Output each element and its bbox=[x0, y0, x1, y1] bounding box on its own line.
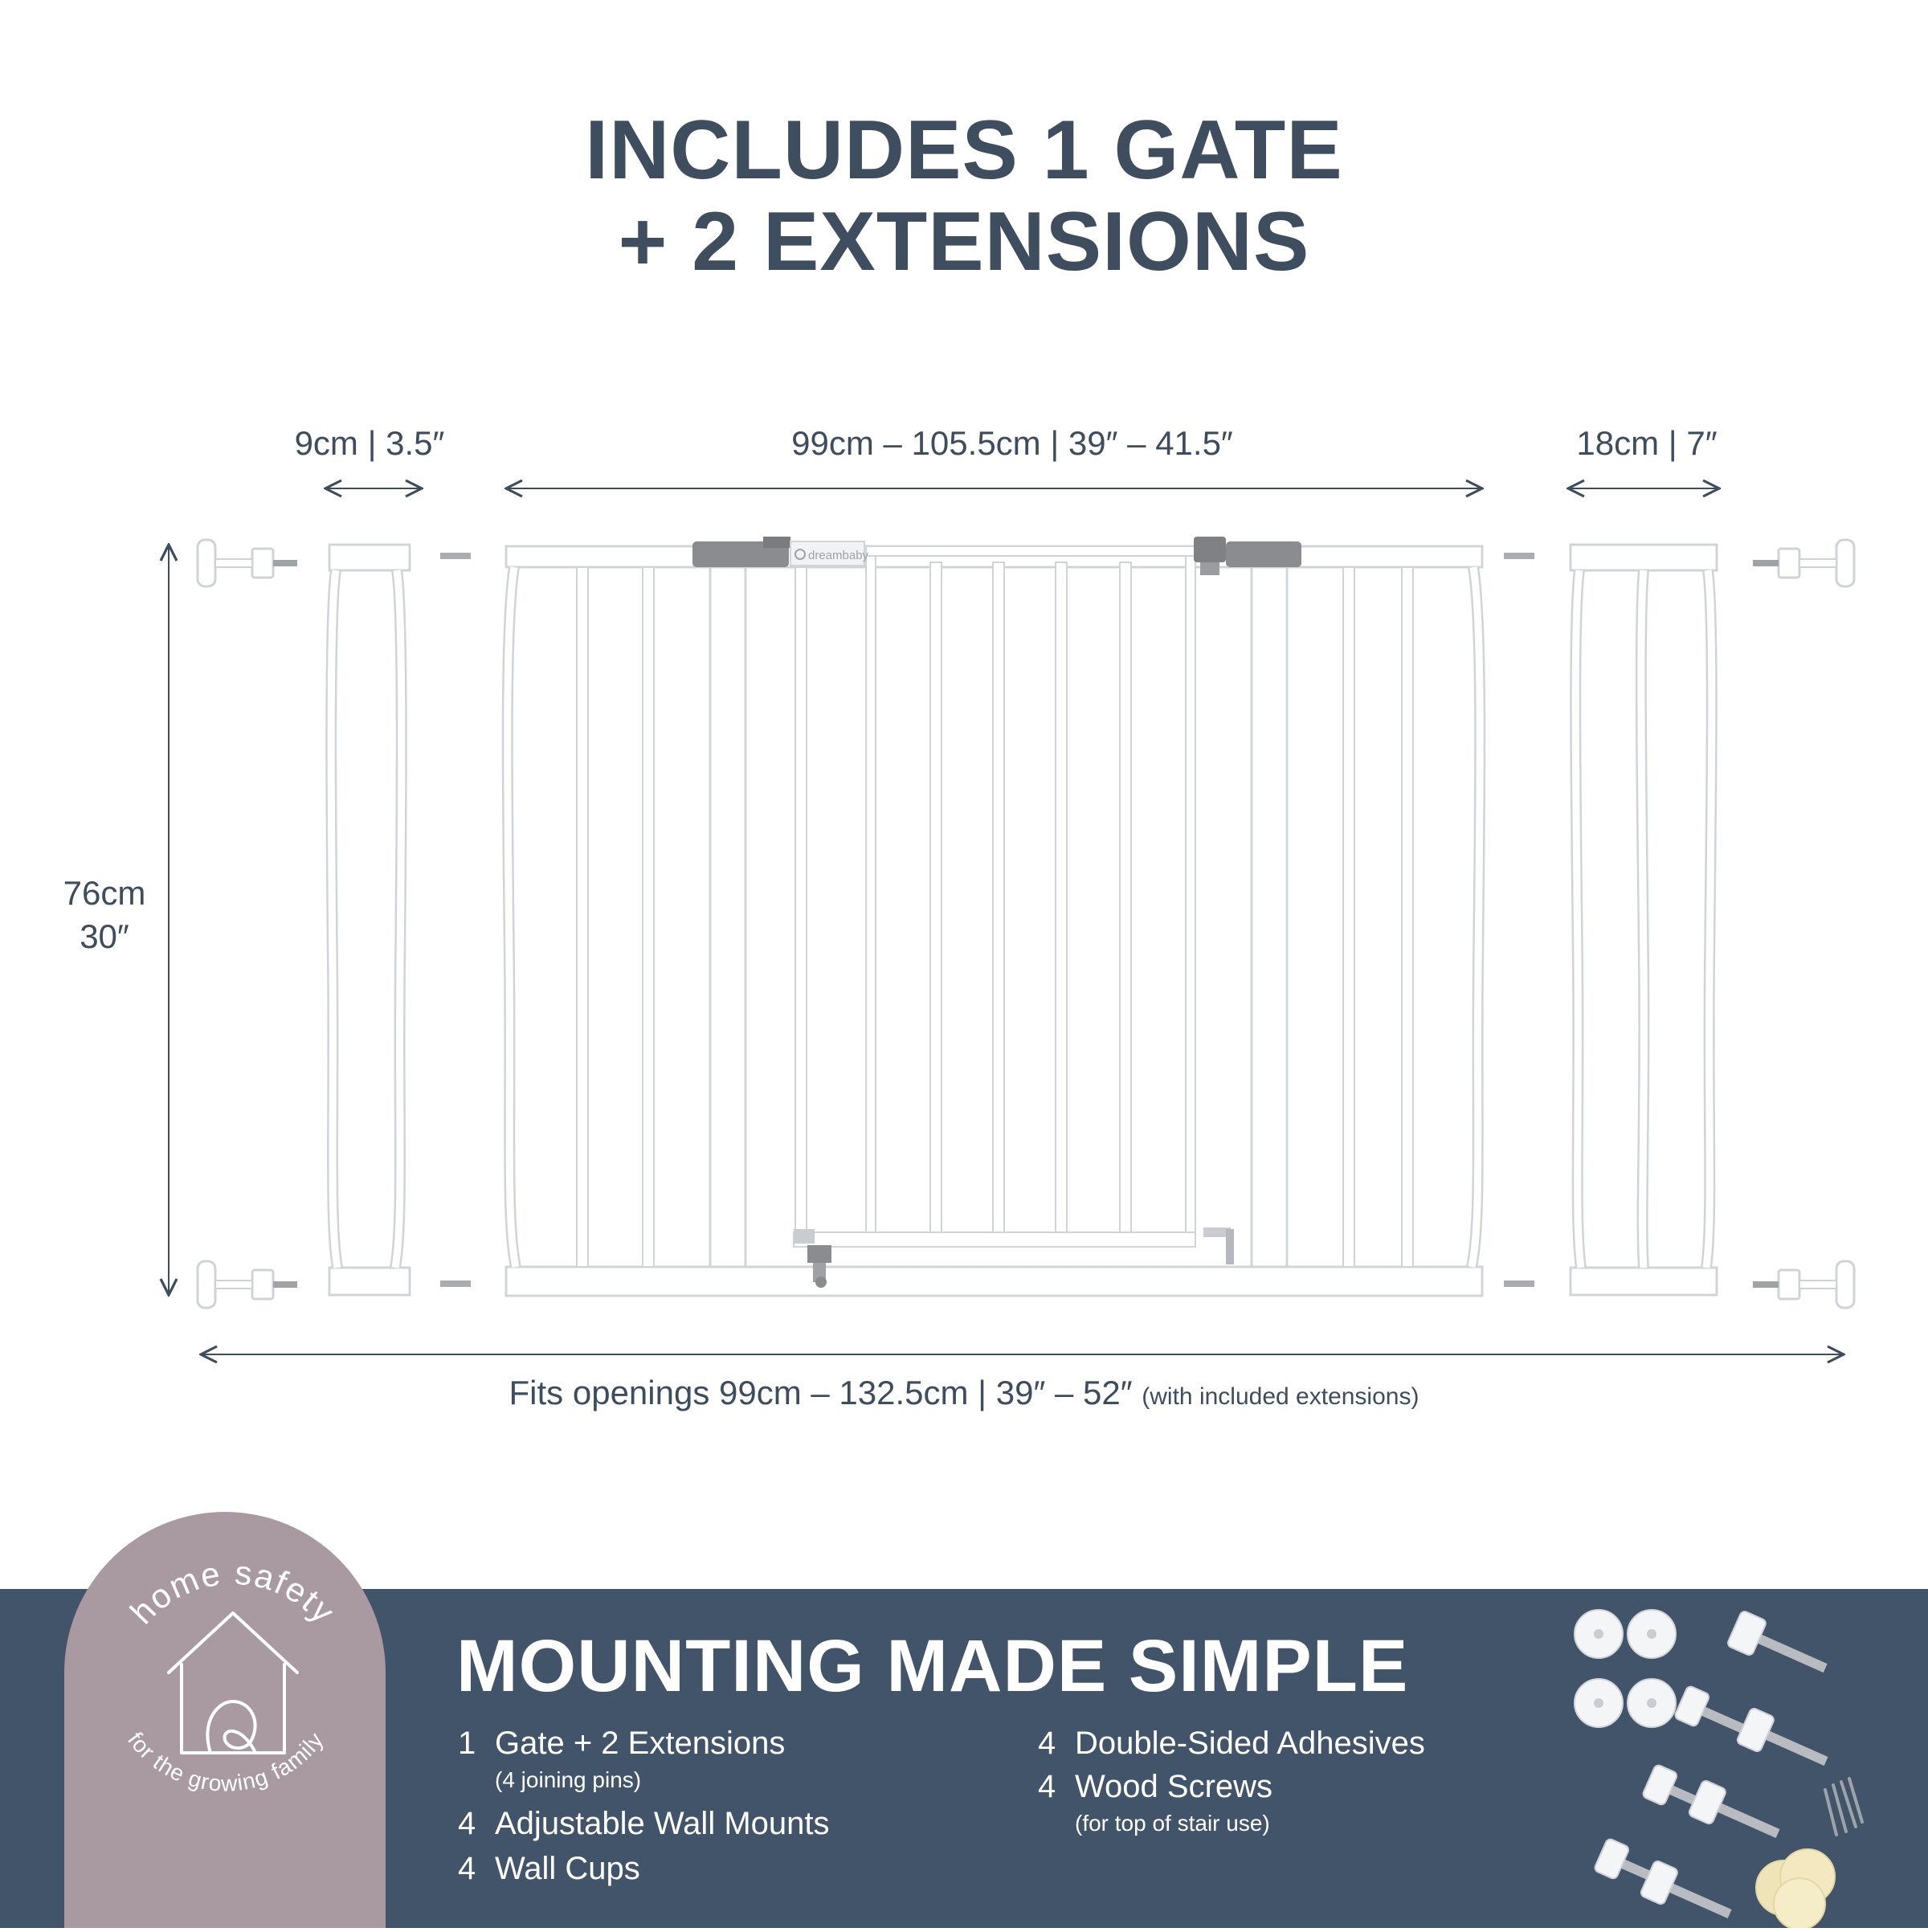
wall-cups-icon bbox=[1575, 1610, 1676, 1727]
item-qty: 4 bbox=[458, 1851, 476, 1886]
house-icon bbox=[169, 1613, 297, 1753]
double-sided-adhesives-icon bbox=[1756, 1849, 1835, 1928]
home-safety-badge bbox=[64, 1512, 386, 1928]
wall-mount-left-bottom bbox=[198, 1261, 297, 1308]
extension-9cm bbox=[329, 545, 410, 1295]
item-name: Gate + 2 Extensions bbox=[495, 1726, 786, 1761]
right-extension-width-label: 18cm | 7″ bbox=[1576, 424, 1718, 462]
mounting-title: MOUNTING MADE SIMPLE bbox=[456, 1625, 1409, 1707]
badge-graphic bbox=[64, 1512, 386, 1928]
item-qty: 1 bbox=[458, 1726, 476, 1761]
height-cm-label: 76cm bbox=[63, 874, 146, 912]
gate-width-label: 99cm – 105.5cm | 39″ – 41.5″ bbox=[791, 424, 1233, 462]
gate-brand-label: dreambaby bbox=[808, 549, 869, 562]
fits-openings-text: Fits openings 99cm – 132.5cm | 39″ – 52″ bbox=[509, 1374, 1133, 1411]
included-items-left bbox=[458, 1726, 1020, 1918]
item-qty: 4 bbox=[458, 1806, 476, 1841]
left-extension-width-label: 9cm | 3.5″ bbox=[294, 424, 445, 462]
extension-18cm bbox=[1571, 545, 1717, 1295]
joining-pins bbox=[440, 553, 1534, 1287]
item-sub: (4 joining pins) bbox=[495, 1767, 642, 1792]
wall-mount-right-top bbox=[1753, 540, 1854, 586]
item-name: Wall Cups bbox=[495, 1851, 640, 1886]
item-qty: 4 bbox=[1038, 1769, 1056, 1804]
headline-line-2: + 2 EXTENSIONS bbox=[618, 195, 1310, 288]
item-sub: (for top of stair use) bbox=[1075, 1811, 1270, 1836]
included-items-right bbox=[1038, 1726, 1552, 1854]
mounting-parts-illustration bbox=[1566, 1607, 1888, 1928]
wall-mount-right-bottom bbox=[1753, 1261, 1854, 1308]
headline-line-1: INCLUDES 1 GATE bbox=[585, 104, 1343, 197]
fits-openings-note: (with included extensions) bbox=[1142, 1383, 1419, 1410]
badge-top-text: home safety bbox=[122, 1553, 344, 1632]
badge-bottom-text: for the growing family bbox=[123, 1727, 329, 1796]
item-name: Double-Sided Adhesives bbox=[1075, 1726, 1425, 1761]
item-name: Wood Screws bbox=[1075, 1769, 1273, 1804]
height-in-label: 30″ bbox=[80, 917, 129, 955]
item-name: Adjustable Wall Mounts bbox=[495, 1806, 830, 1841]
item-qty: 4 bbox=[1038, 1726, 1056, 1761]
gate-frame bbox=[506, 546, 1482, 1296]
wood-screws-icon bbox=[1825, 1779, 1862, 1835]
wall-mount-left-top bbox=[198, 540, 297, 586]
